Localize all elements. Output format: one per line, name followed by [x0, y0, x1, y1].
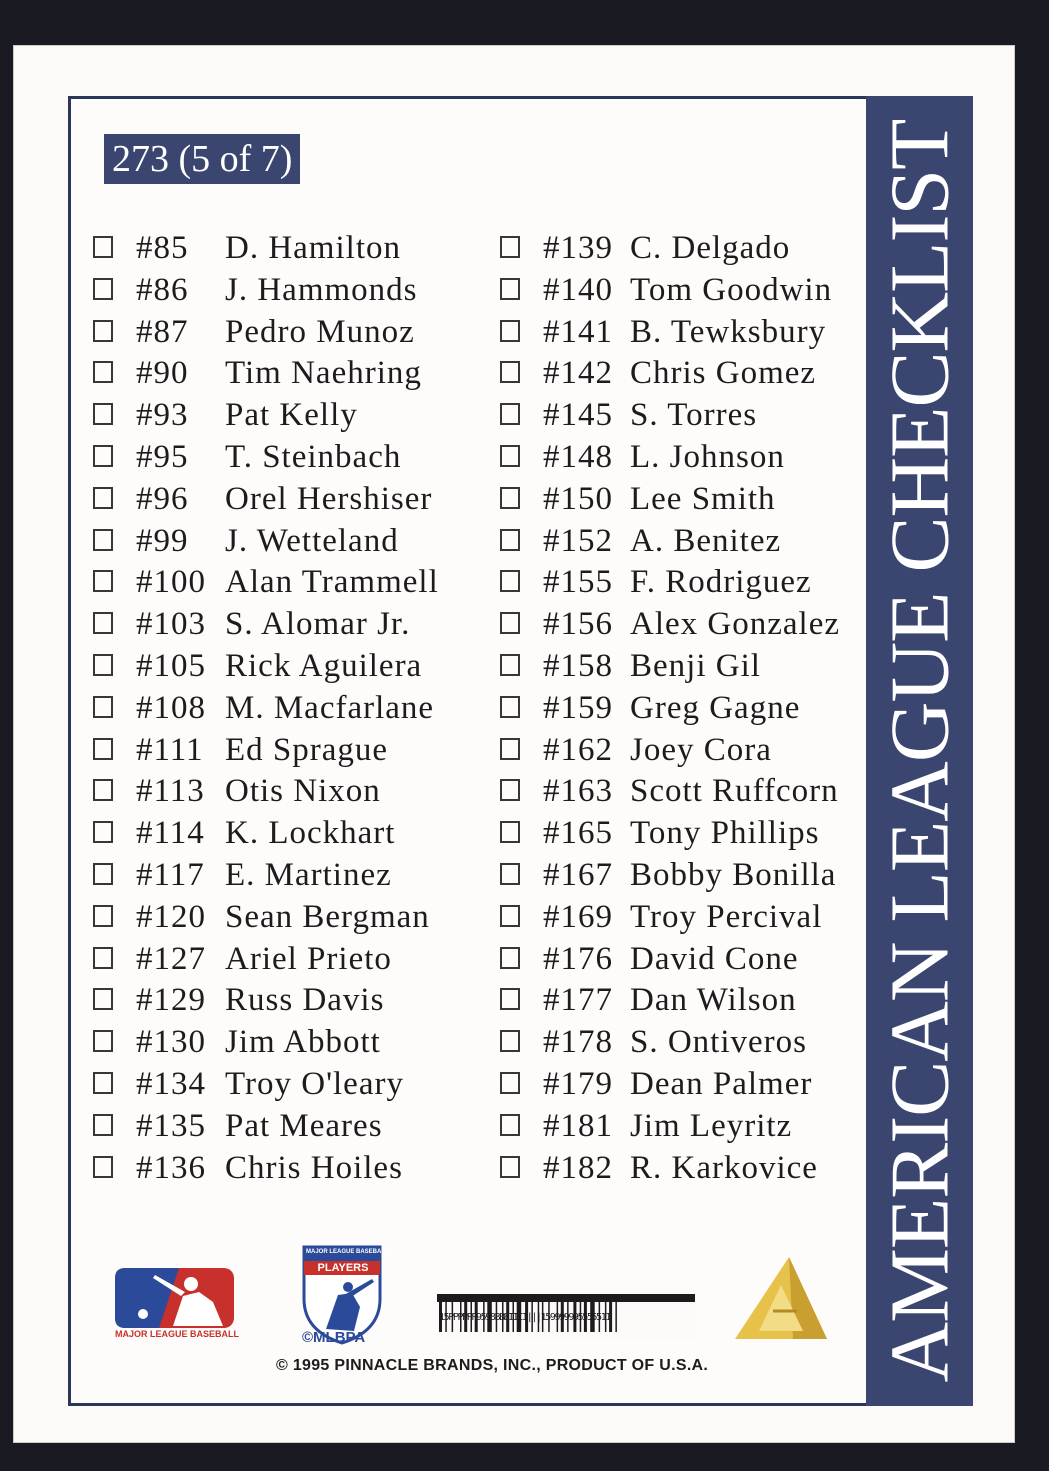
card-number: #87 [136, 313, 189, 350]
checkbox[interactable] [500, 821, 520, 843]
checkbox[interactable] [500, 947, 520, 969]
player-name: David Cone [630, 940, 799, 977]
checkbox[interactable] [500, 863, 520, 885]
copyright-line: © 1995 PINNACLE BRANDS, INC., PRODUCT OF U.S.A. [276, 1357, 709, 1374]
player-name: Joey Cora [630, 731, 772, 768]
barcode [437, 1294, 695, 1342]
player-name: Alan Trammell [225, 564, 439, 601]
player-name: Jim Abbott [225, 1024, 381, 1061]
card-number: #100 [136, 564, 206, 601]
player-name: Tony Phillips [630, 815, 820, 852]
checkbox[interactable] [500, 570, 520, 592]
player-name: Rick Aguilera [225, 647, 423, 684]
player-name: R. Karkovice [630, 1149, 818, 1186]
card-number: #162 [543, 731, 613, 768]
card-number: #120 [136, 898, 206, 935]
card-number: #96 [136, 480, 189, 517]
card-number: #140 [543, 271, 613, 308]
card-number: #111 [136, 731, 204, 768]
card-number: #93 [136, 397, 189, 434]
card-border-frame [68, 96, 973, 1406]
checkbox[interactable] [93, 696, 113, 718]
checkbox[interactable] [500, 1114, 520, 1136]
card-number: #127 [136, 940, 206, 977]
checkbox[interactable] [500, 278, 520, 300]
checkbox[interactable] [500, 988, 520, 1010]
checkbox[interactable] [93, 863, 113, 885]
player-name: F. Rodriguez [630, 564, 812, 601]
checkbox[interactable] [500, 1156, 520, 1178]
card-number: #156 [543, 606, 613, 643]
banner-title: AMERICAN LEAGUE CHECKLIST [873, 119, 966, 1383]
card-number: #105 [136, 647, 206, 684]
player-name: Orel Hershiser [225, 480, 433, 517]
player-name: Troy Percival [630, 898, 823, 935]
player-name: Tim Naehring [225, 355, 422, 392]
card-number: #113 [136, 773, 205, 810]
card-number: #117 [136, 856, 205, 893]
pinnacle-logo [733, 1255, 829, 1345]
card-number: #130 [136, 1024, 206, 1061]
card-number: #136 [136, 1149, 206, 1186]
card-number: #169 [543, 898, 613, 935]
card-number: #165 [543, 815, 613, 852]
checkbox[interactable] [500, 696, 520, 718]
mlbpa-logo [300, 1245, 389, 1359]
card-number: #129 [136, 982, 206, 1019]
checkbox[interactable] [93, 403, 113, 425]
card-number: #176 [543, 940, 613, 977]
player-name: Troy O'leary [225, 1065, 404, 1102]
barcode-digits: 15PPPPPP9598BBBIIII|||159999995555511 [439, 1312, 610, 1323]
checkbox[interactable] [93, 1030, 113, 1052]
card-number: #182 [543, 1149, 613, 1186]
player-name: Dean Palmer [630, 1065, 813, 1102]
checkbox[interactable] [93, 361, 113, 383]
card-number: #181 [543, 1107, 613, 1144]
card-number: #178 [543, 1024, 613, 1061]
card-number-badge: 273 (5 of 7) [104, 134, 300, 184]
player-name: Lee Smith [630, 480, 776, 517]
player-name: T. Steinbach [225, 438, 402, 475]
player-name: L. Johnson [630, 438, 785, 475]
checkbox[interactable] [93, 779, 113, 801]
checkbox[interactable] [500, 738, 520, 760]
player-name: J. Hammonds [225, 271, 418, 308]
player-name: E. Martinez [225, 856, 392, 893]
card-number: #86 [136, 271, 189, 308]
checkbox[interactable] [500, 487, 520, 509]
player-name: Otis Nixon [225, 773, 381, 810]
card-number: #99 [136, 522, 189, 559]
card-number: #148 [543, 438, 613, 475]
checkbox[interactable] [93, 821, 113, 843]
card-number: #163 [543, 773, 613, 810]
player-name: D. Hamilton [225, 230, 401, 266]
checkbox[interactable] [500, 654, 520, 676]
player-name: Tom Goodwin [630, 271, 833, 308]
card-number: #103 [136, 606, 206, 643]
player-name: Sean Bergman [225, 898, 430, 935]
player-name: A. Benitez [630, 522, 782, 559]
checkbox[interactable] [93, 320, 113, 342]
player-name: S. Torres [630, 397, 758, 434]
checkbox[interactable] [93, 1156, 113, 1178]
mlbpa-players-text: PLAYERS [317, 1262, 369, 1274]
player-name: Ed Sprague [225, 731, 389, 768]
checkbox[interactable] [93, 487, 113, 509]
player-name: Alex Gonzalez [630, 606, 840, 643]
card-number: #139 [543, 230, 613, 266]
mlb-logo [113, 1266, 238, 1352]
checkbox[interactable] [93, 947, 113, 969]
card-number: #135 [136, 1107, 206, 1144]
player-name: Chris Gomez [630, 355, 817, 392]
card-number: #158 [543, 647, 613, 684]
checkbox[interactable] [93, 1114, 113, 1136]
player-name: S. Alomar Jr. [225, 606, 411, 643]
player-name: Benji Gil [630, 647, 761, 684]
checkbox[interactable] [500, 612, 520, 634]
player-name: Greg Gagne [630, 689, 801, 726]
player-name: S. Ontiveros [630, 1024, 807, 1061]
checkbox[interactable] [93, 236, 113, 258]
checkbox[interactable] [93, 570, 113, 592]
checkbox[interactable] [93, 529, 113, 551]
player-name: Pat Kelly [225, 397, 358, 434]
checkbox[interactable] [500, 529, 520, 551]
card-number: #177 [543, 982, 613, 1019]
mlb-logo-text: MAJOR LEAGUE BASEBALL [115, 1329, 240, 1339]
card-number: #90 [136, 355, 189, 392]
player-name: Jim Leyritz [630, 1107, 793, 1144]
player-name: C. Delgado [630, 230, 791, 266]
card-number: #114 [136, 815, 205, 852]
checkbox[interactable] [93, 1072, 113, 1094]
player-name: Ariel Prieto [225, 940, 392, 977]
checkbox[interactable] [500, 320, 520, 342]
checkbox[interactable] [93, 654, 113, 676]
checkbox[interactable] [93, 612, 113, 634]
title-banner [866, 96, 973, 1406]
player-name: Scott Ruffcorn [630, 773, 839, 810]
card-number: #167 [543, 856, 613, 893]
card-number: #141 [543, 313, 613, 350]
card-number: #155 [543, 564, 613, 601]
player-name: M. Macfarlane [225, 689, 435, 726]
player-name: Russ Davis [225, 982, 385, 1019]
checkbox[interactable] [500, 445, 520, 467]
card-number: #159 [543, 689, 613, 726]
card-number: #152 [543, 522, 613, 559]
checkbox[interactable] [500, 361, 520, 383]
checkbox[interactable] [93, 445, 113, 467]
player-name: Bobby Bonilla [630, 856, 837, 893]
player-name: K. Lockhart [225, 815, 396, 852]
player-name: Dan Wilson [630, 982, 797, 1019]
checkbox[interactable] [500, 403, 520, 425]
player-name: J. Wetteland [225, 522, 399, 559]
player-name: Pat Meares [225, 1107, 383, 1144]
checkbox[interactable] [93, 905, 113, 927]
checkbox[interactable] [93, 988, 113, 1010]
card-number: #142 [543, 355, 613, 392]
player-name: Chris Hoiles [225, 1149, 403, 1186]
checkbox[interactable] [93, 738, 113, 760]
checkbox[interactable] [500, 779, 520, 801]
checkbox[interactable] [93, 278, 113, 300]
player-name: B. Tewksbury [630, 313, 827, 350]
card-number: #85 [136, 230, 189, 266]
checkbox[interactable] [500, 905, 520, 927]
card-number: #95 [136, 438, 189, 475]
checkbox[interactable] [500, 1072, 520, 1094]
mlbpa-top-text: MAJOR LEAGUE BASEBALL [306, 1249, 389, 1255]
checkbox[interactable] [500, 1030, 520, 1052]
card-number: #179 [543, 1065, 613, 1102]
card-number: #150 [543, 480, 613, 517]
card-number: #134 [136, 1065, 206, 1102]
card-number: #108 [136, 689, 206, 726]
player-name: Pedro Munoz [225, 313, 415, 350]
mlbpa-copyright-text: ©MLBPA [302, 1329, 366, 1346]
checkbox[interactable] [500, 236, 520, 258]
card-number: #145 [543, 397, 613, 434]
